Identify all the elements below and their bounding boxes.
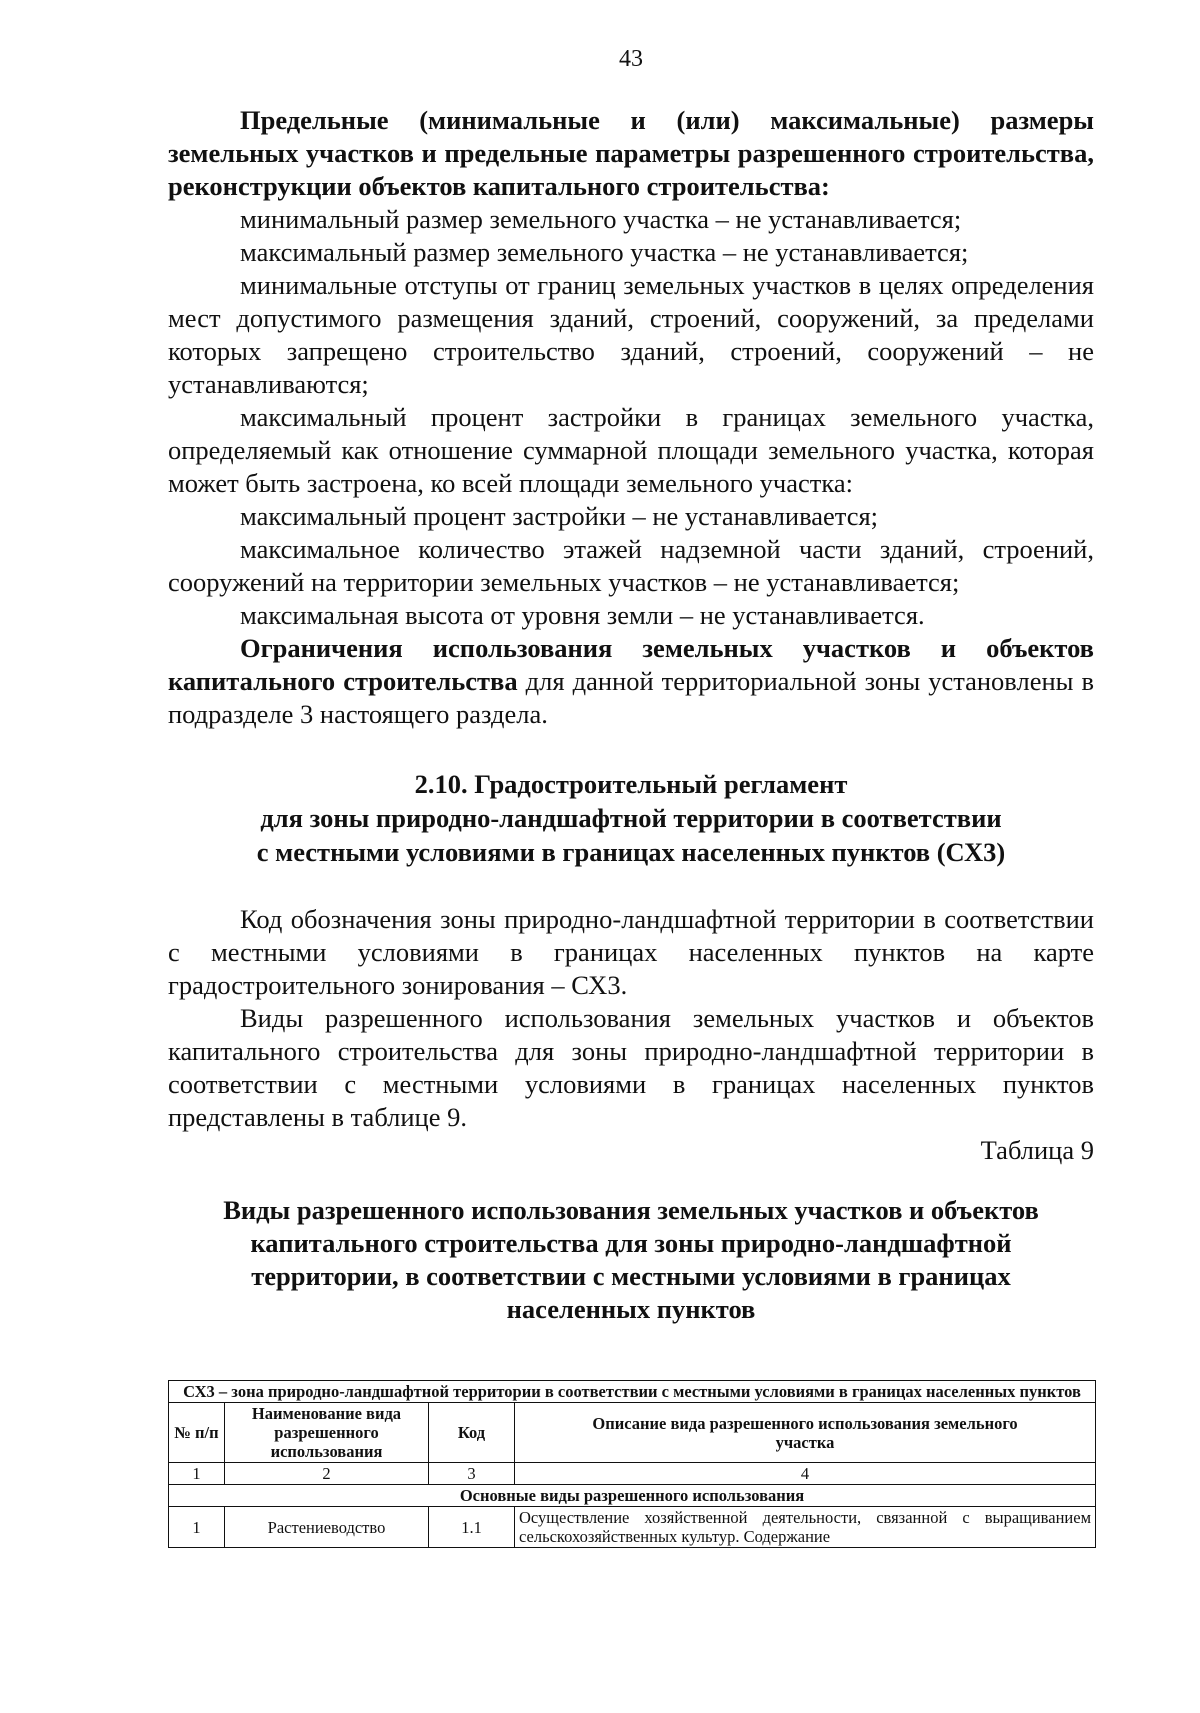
table-title: капитального строительства для зоны природно-ландшафтной: [250, 1228, 1012, 1258]
limit-item: максимальный размер земельного участка – не устанавливается;: [240, 237, 969, 267]
document-body: [168, 104, 1094, 1326]
table-index-row: [169, 1463, 1096, 1485]
limit-item: минимальный размер земельного участка – не устанавливается;: [240, 204, 962, 234]
table-title: населенных пунктов: [506, 1294, 756, 1324]
row-name: Растениеводство: [225, 1507, 429, 1548]
index-cell: 4: [515, 1463, 1096, 1485]
uses-table: [168, 1380, 1096, 1548]
section-subtitle: с местными условиями в границах населенных пунктов (СХ3): [256, 837, 1006, 867]
group-header: Основные виды разрешенного использования: [169, 1485, 1096, 1507]
limit-item: максимальный процент застройки в границах земельного участка, определяемый как отношение суммарной площади земельного участка, которая может быть застроена, ко всей площади земельного участка:: [168, 402, 1094, 498]
limit-item: минимальные отступы от границ земельных участков в целях определения мест допустимого размещения зданий, строений, сооружений, за пределами которых запрещено строительство зданий, строений, сооружений – не устанавливаются;: [168, 270, 1094, 399]
col-header-name: Наименование вида разрешенного использования: [225, 1403, 429, 1463]
index-cell: 2: [225, 1463, 429, 1485]
row-num: 1: [169, 1507, 225, 1548]
table-header-row: [169, 1403, 1096, 1463]
restrictions-paragraph: [168, 632, 1094, 731]
section-subtitle: для зоны природно-ландшафтной территории в соответствии: [260, 803, 1002, 833]
section-title: 2.10. Градостроительный регламент: [414, 769, 848, 799]
zone-code-paragraph: Код обозначения зоны природно-ландшафтной территории в соответствии с местными условиями в границах населенных пунктов на карте градостроительного зонирования – СХ3.: [168, 904, 1094, 1000]
restrictions-bold: Ограничения использования земельных участков и объектов капитального строительства: [168, 633, 1094, 696]
table-group-row: [169, 1485, 1096, 1507]
table-reference: Таблица 9: [980, 1135, 1094, 1165]
table-title: территории, в соответствии с местными условиями в границах: [251, 1261, 1011, 1291]
col-header-code: Код: [429, 1403, 515, 1463]
index-cell: 3: [429, 1463, 515, 1485]
col-header-num: № п/п: [169, 1403, 225, 1463]
limits-heading: Предельные (минимальные и (или) максимальные) размеры земельных участков и предельные параметры разрешенного строительства, реконструкции объектов капитального строительства:: [168, 105, 1094, 201]
table-zone-header-row: [169, 1381, 1096, 1403]
table-title: Виды разрешенного использования земельных участков и объектов: [223, 1195, 1039, 1225]
limit-item: максимальное количество этажей надземной части зданий, строений, сооружений на территории земельных участков – не устанавливается;: [168, 534, 1094, 597]
table-row: [169, 1507, 1096, 1548]
row-desc: Осуществление хозяйственной деятельности, связанной с выращиванием сельскохозяйственных культур. Содержание: [515, 1507, 1096, 1548]
uses-intro-paragraph: Виды разрешенного использования земельных участков и объектов капитального строительства для зоны природно-ландшафтной территории в соответствии с местными условиями в границах населенных пунктов представлены в таблице 9.: [168, 1003, 1094, 1132]
table-zone-header: СХ3 – зона природно-ландшафтной территории в соответствии с местными условиями в границах населенных пунктов: [169, 1381, 1096, 1403]
row-code: 1.1: [429, 1507, 515, 1548]
limit-item: максимальный процент застройки – не устанавливается;: [240, 501, 879, 531]
col-header-desc: Описание вида разрешенного использования земельного участка: [515, 1403, 1096, 1463]
page-number: 43: [619, 46, 643, 72]
index-cell: 1: [169, 1463, 225, 1485]
limit-item: максимальная высота от уровня земли – не устанавливается.: [240, 600, 925, 630]
restrictions-rest: для данной территориальной зоны установлены в подразделе 3 настоящего раздела.: [168, 666, 1095, 729]
